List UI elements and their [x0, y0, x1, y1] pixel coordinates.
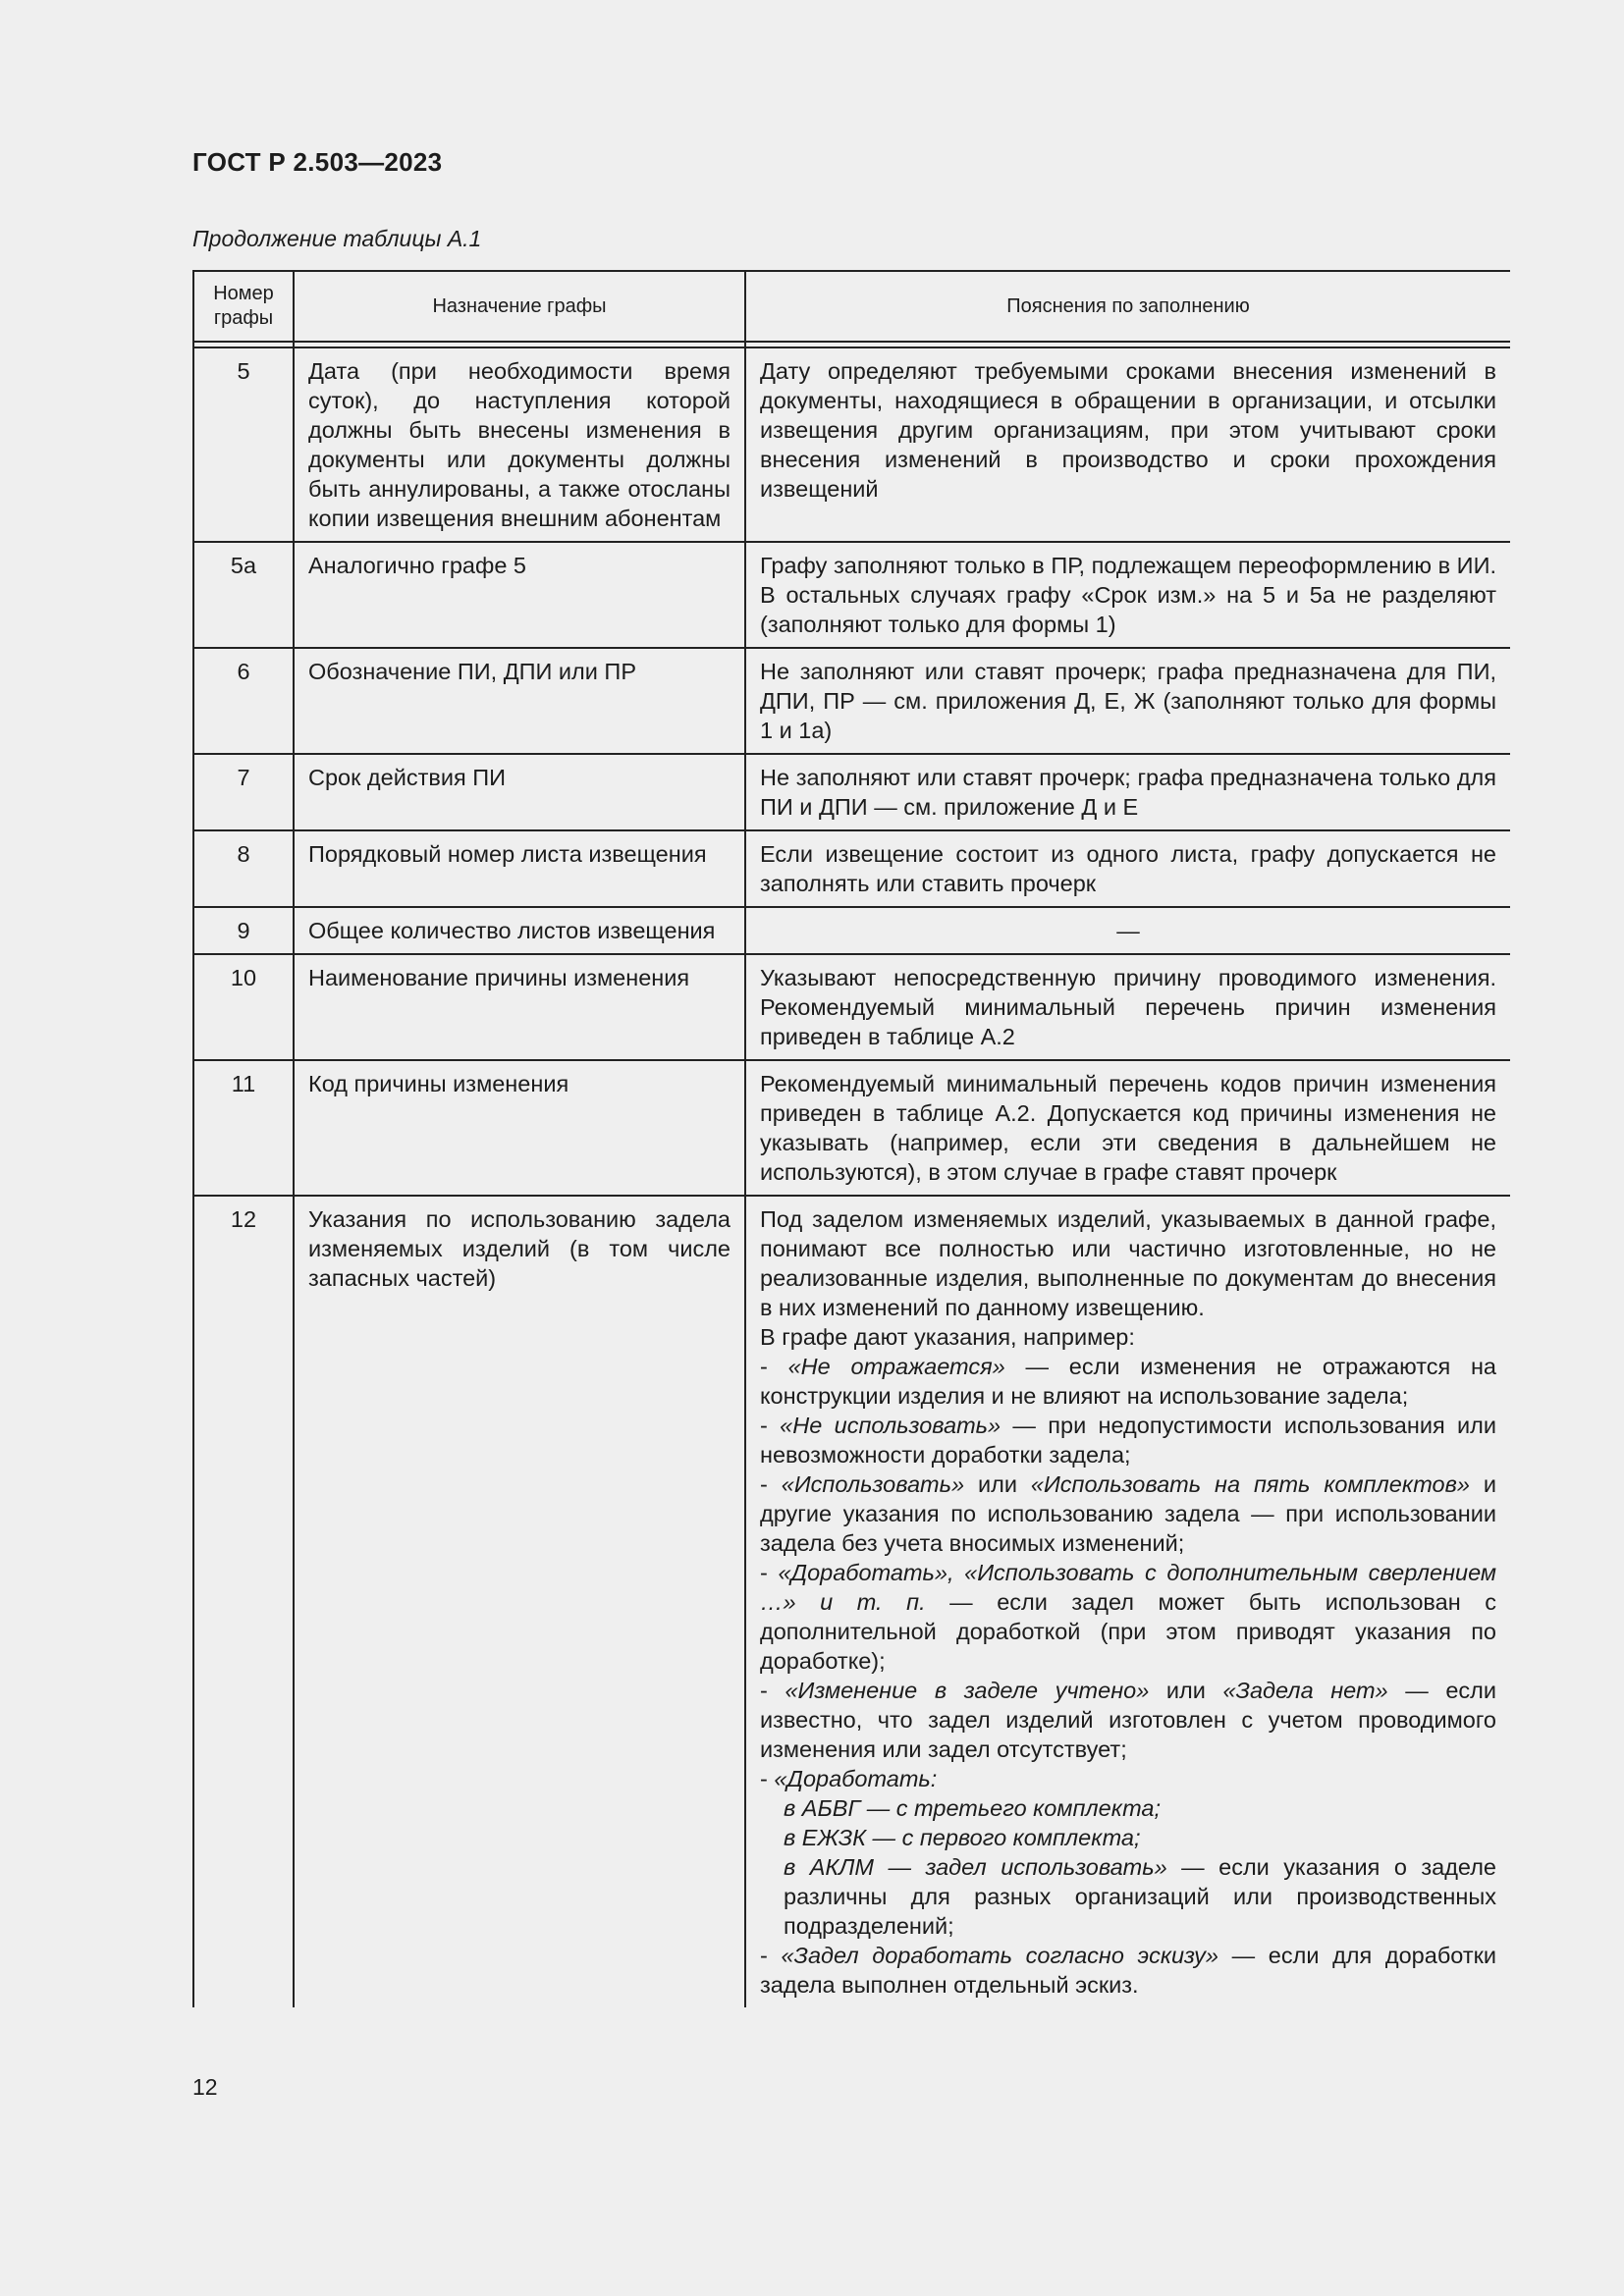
table-row — [193, 542, 1510, 648]
row-notes: Если извещение состоит из одного листа, графу допускается не заполнять или ставить прочерк — [745, 830, 1510, 907]
example-item: - «Не отражается» — если изменения не отражаются на конструкции изделия и не влияют на использование задела; — [760, 1354, 1496, 1409]
example-subline: в АКЛМ — задел использовать» — если указания о заделе различны для разных организаций или производственных подразделений; — [784, 1854, 1497, 1939]
row-notes: Рекомендуемый минимальный перечень кодов причин изменения приведен в таблице А.2. Допускается код причины изменения не указывать (например, если эти сведения в дальнейшем не используются), в этом случае в графе ставят прочерк — [745, 1060, 1510, 1196]
table-a1 — [192, 270, 1510, 2051]
document-header: ГОСТ Р 2.503—2023 — [192, 147, 443, 177]
row-number: 5 — [193, 347, 294, 542]
row-notes: Указывают непосредственную причину проводимого изменения. Рекомендуемый минимальный перечень причин изменения приведен в таблице А.2 — [745, 954, 1510, 1060]
row-notes: Не заполняют или ставят прочерк; графа предназначена только для ПИ и ДПИ — см. приложение Д и Е — [745, 754, 1510, 830]
row-notes: Не заполняют или ставят прочерк; графа предназначена для ПИ, ДПИ, ПР — см. приложения Д, Е, Ж (заполняют только для формы 1 и 1а) — [745, 648, 1510, 754]
row-number: 7 — [193, 754, 294, 830]
table-caption: Продолжение таблицы А.1 — [192, 226, 482, 251]
row-number: 10 — [193, 954, 294, 1060]
notes-lead: В графе дают указания, например: — [760, 1324, 1135, 1350]
row-number: 5а — [193, 542, 294, 648]
table-row — [193, 347, 1510, 542]
table-row — [193, 1060, 1510, 1196]
row-notes: — — [745, 907, 1510, 954]
row-notes: Дату определяют требуемыми сроками внесения изменений в документы, находящиеся в обращении в организации, и отсылки извещения другим организациям, при этом учитывают сроки внесения изменений в производство и сроки прохождения извещений — [745, 347, 1510, 542]
example-item: - «Доработать: — [760, 1766, 938, 1791]
table-row — [193, 648, 1510, 754]
example-item: - «Изменение в заделе учтено» или «Задела нет» — если известно, что задел изделий изготовлен с учетом проводимого изменения или задел отсутствует; — [760, 1678, 1496, 1762]
table-row — [193, 830, 1510, 907]
row-purpose: Порядковый номер листа извещения — [294, 830, 745, 907]
row-notes: Графу заполняют только в ПР, подлежащем переоформлению в ИИ. В остальных случаях графу «Срок изм.» на 5 и 5а не разделяют (заполняют только для формы 1) — [745, 542, 1510, 648]
header-notes: Пояснения по заполнению — [745, 272, 1510, 342]
row-purpose: Указания по использованию задела изменяемых изделий (в том числе запасных частей) — [294, 1196, 745, 2007]
example-item: - «Не использовать» — при недопустимости использования или невозможности доработки задела; — [760, 1413, 1497, 1468]
row-number: 8 — [193, 830, 294, 907]
example-item: - «Использовать» или «Использовать на пять комплектов» и другие указания по использованию задела — при использовании задела без учета вносимых изменений; — [760, 1471, 1496, 1556]
example-subline: в АБВГ — с третьего комплекта; — [784, 1795, 1161, 1821]
row-number: 11 — [193, 1060, 294, 1196]
table-header-row — [193, 272, 1510, 342]
row-purpose: Наименование причины изменения — [294, 954, 745, 1060]
header-number: Номер графы — [193, 272, 294, 342]
example-item: - «Доработать», «Использовать с дополнительным сверлением …» и т. п. — если задел может быть использован с дополнительной доработкой (при этом приводят указания по доработке); — [760, 1560, 1496, 1674]
table-row — [193, 907, 1510, 954]
row-notes — [745, 1196, 1510, 2007]
example-item: - «Задел доработать согласно эскизу» — если для доработки задела выполнен отдельный эскиз. — [760, 1943, 1496, 1998]
notes-intro: Под заделом изменяемых изделий, указываемых в данной графе, понимают все полностью или частично изготовленные, но не реализованные изделия, выполненные по документам до внесения в них изменений по данному извещению. — [760, 1206, 1496, 1320]
example-subline: в ЕЖЗК — с первого комплекта; — [784, 1825, 1141, 1850]
row-purpose: Обозначение ПИ, ДПИ или ПР — [294, 648, 745, 754]
row-number: 6 — [193, 648, 294, 754]
row-number: 12 — [193, 1196, 294, 2007]
table-row — [193, 954, 1510, 1060]
table-row — [193, 1196, 1510, 2007]
row-purpose: Срок действия ПИ — [294, 754, 745, 830]
page-number: 12 — [192, 2074, 218, 2100]
row-purpose: Аналогично графе 5 — [294, 542, 745, 648]
row-purpose: Дата (при необходимости время суток), до наступления которой должны быть внесены изменения в документы или документы должны быть аннулированы, а также отосланы копии извещения внешним абонентам — [294, 347, 745, 542]
table-row — [193, 754, 1510, 830]
row-number: 9 — [193, 907, 294, 954]
header-purpose: Назначение графы — [294, 272, 745, 342]
row-purpose: Общее количество листов извещения — [294, 907, 745, 954]
row-purpose: Код причины изменения — [294, 1060, 745, 1196]
